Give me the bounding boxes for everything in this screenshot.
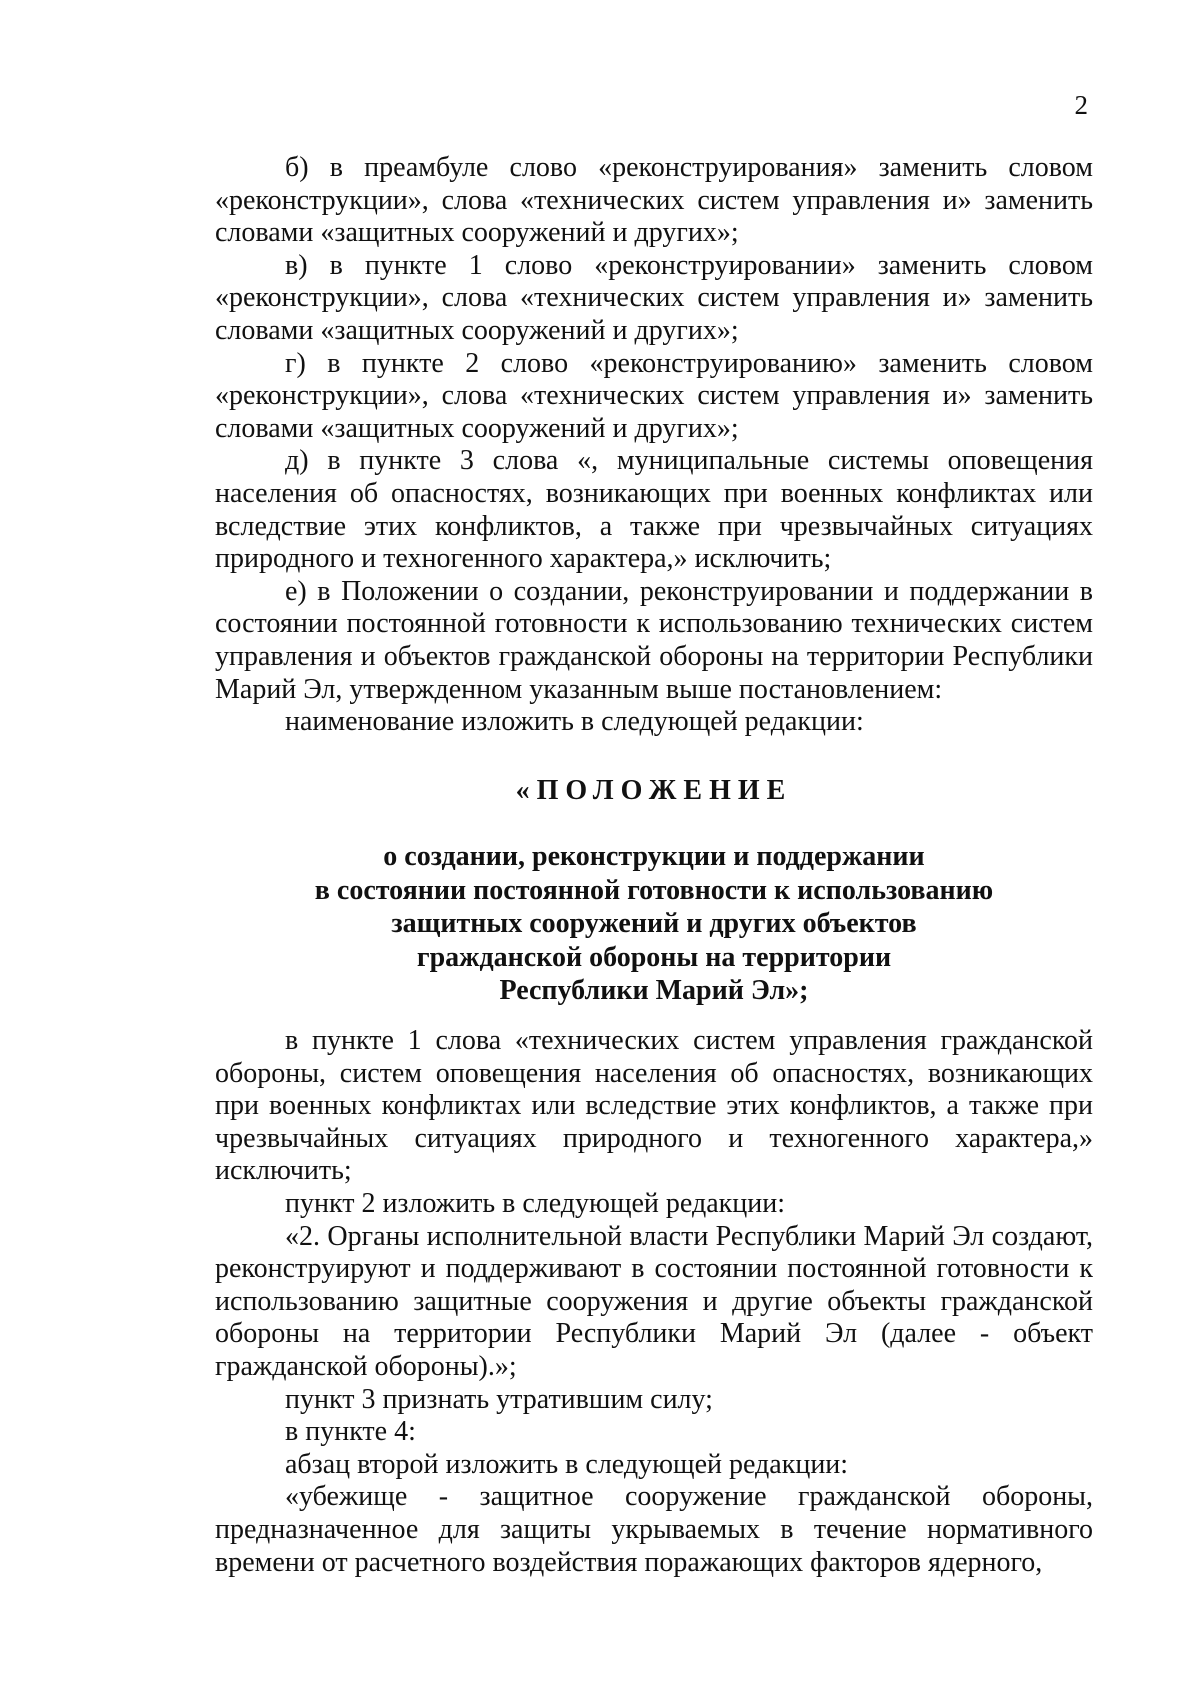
amendments-section-upper	[215, 152, 1093, 739]
subtitle-line: Республики Марий Эл»;	[499, 975, 809, 1006]
paragraph-e: е) в Положении о создании, реконструировании и поддержании в состоянии постоянной готовности к использованию технических систем управления и объектов гражданской обороны на территории Республики Марий Эл, утвержденном указанным выше постановлением:	[215, 575, 1093, 705]
page-number: 2	[1074, 90, 1088, 120]
paragraph-v: в) в пункте 1 слово «реконструировании» заменить словом «реконструкции», слова «технических систем управления и» заменить словами «защитных сооружений и других»;	[215, 249, 1093, 346]
regulation-title: «ПОЛОЖЕНИЕ	[515, 775, 793, 806]
subtitle-line: о создании, реконструкции и поддержании	[383, 841, 925, 872]
paragraph-g: г) в пункте 2 слово «реконструированию» заменить словом «реконструкции», слова «технических систем управления и» заменить словами «защитных сооружений и других»;	[215, 347, 1093, 444]
paragraph-abzac: абзац второй изложить в следующей редакции:	[285, 1448, 849, 1480]
amendments-section-lower	[215, 1025, 1093, 1579]
paragraph-point-4: в пункте 4:	[285, 1416, 416, 1448]
paragraph-b: б) в преамбуле слово «реконструирования» заменить словом «реконструкции», слова «технических систем управления и» заменить словами «защитных сооружений и других»;	[215, 152, 1093, 249]
subtitle-line: гражданской обороны на территории	[416, 941, 892, 973]
paragraph-point-2-text: «2. Органы исполнительной власти Республики Марий Эл создают, реконструируют и поддерживают в состоянии постоянной готовности к использованию защитные сооружения и другие объекты гражданской обороны на территории Республики Марий Эл (далее - объект гражданской обороны).»;	[215, 1220, 1093, 1382]
paragraph-point-3: пункт 3 признать утратившим силу;	[285, 1383, 713, 1415]
paragraph-ubezhishche: «убежище - защитное сооружение гражданской обороны, предназначенное для защиты укрываемых в течение нормативного времени от расчетного воздействия поражающих факторов ядерного,	[215, 1481, 1093, 1578]
subtitle-line: защитных сооружений и других объектов	[391, 908, 917, 939]
paragraph-d: д) в пункте 3 слова «, муниципальные системы оповещения населения об опасностях, возникающих при военных конфликтах или вследствие этих конфликтов, а также при чрезвычайных ситуациях природного и техногенного характера,» исключить;	[215, 445, 1093, 575]
paragraph-point-2-intro: пункт 2 изложить в следующей редакции:	[285, 1187, 785, 1219]
subtitle-line: в состоянии постоянной готовности к использованию	[314, 874, 994, 906]
regulation-subtitle	[215, 840, 1093, 1008]
paragraph-name-edit: наименование изложить в следующей редакции:	[285, 706, 864, 738]
paragraph-point-1: в пункте 1 слова «технических систем управления гражданской обороны, систем оповещения населения об опасностях, возникающих при военных конфликтах или вследствие этих конфликтов, а также при чрезвычайных ситуациях природного и техногенного характера,» исключить;	[215, 1025, 1093, 1187]
